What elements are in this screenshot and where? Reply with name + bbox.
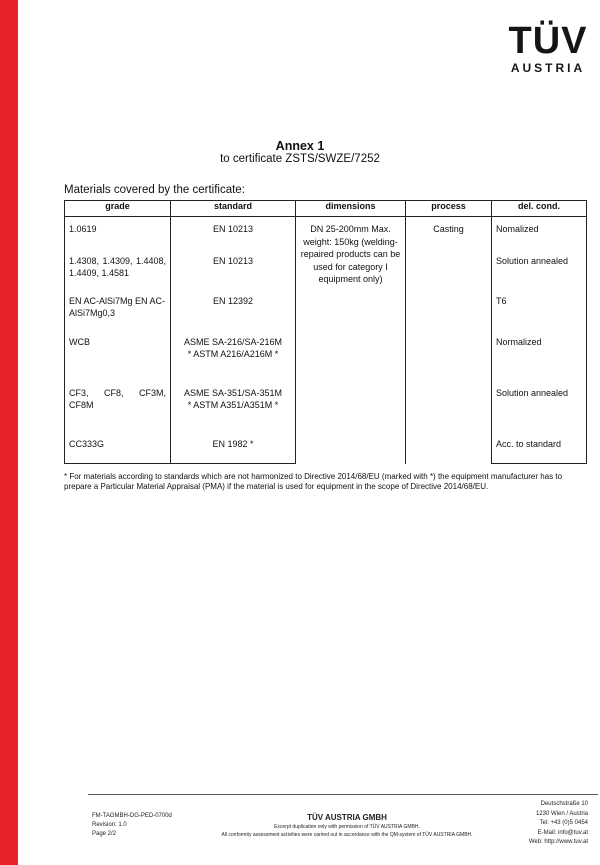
footer-divider [88,794,598,795]
logo-sub-text: AUSTRIA [510,61,586,75]
col-header-grade: grade [65,201,171,217]
footer-notice-1: Excerpt duplication only with permission of TÜV AUSTRIA GMBH. [274,824,420,830]
cell-del-cond: T6 [492,295,587,336]
cell-grade: CC333G [65,438,171,464]
cell-standard: EN 12392 [171,295,296,336]
footer-company-block [196,812,498,839]
cell-grade: 1.0619 [65,217,171,255]
cell-process: Casting [406,217,492,464]
cell-standard: ASME SA-351/SA-351M * ASTM A351/A351M * [171,387,296,438]
footer-doc-id: FM-TAGMBH-DG-PED-0700d [92,813,172,819]
annex-title: Annex 1 [275,139,325,153]
cell-del-cond: Solution annealed [492,255,587,295]
col-header-dimensions: dimensions [296,201,406,217]
cell-del-cond: Nomalized [492,217,587,255]
footer-address-block [529,800,588,848]
table-row [65,217,587,255]
cell-grade: EN AC-AlSi7Mg EN AC-AlSi7Mg0,3 [65,295,171,336]
footer-page: Page 2/2 [92,831,117,837]
cell-del-cond: Acc. to standard [492,438,587,464]
annex-subtitle: to certificate ZSTS/SWZE/7252 [220,153,380,165]
materials-heading: Materials covered by the certificate: [64,184,245,196]
footer-company: TÜV AUSTRIA GMBH [307,813,387,822]
cell-grade: WCB [65,336,171,387]
footer-web: Web: http://www.tuv.at [528,839,588,845]
footer-notice-2: All conformity assessment activities were carried out in accordance with the QM-system of TÜV AUSTRIA GMBH. [221,832,473,838]
cell-grade: CF3, CF8, CF3M, CF8M [65,387,171,438]
red-side-bar [0,0,18,865]
col-header-standard: standard [171,201,296,217]
cell-del-cond: Solution annealed [492,387,587,438]
cell-grade: 1.4308, 1.4309, 1.4408, 1.4409, 1.4581 [65,255,171,295]
cell-standard: ASME SA-216/SA-216M * ASTM A216/A216M * [171,336,296,387]
footnote: * For materials according to standards which are not harmonized to Directive 2014/68/EU (marked with *) the equipment manufacturer has to prepare a Particular Material Appraisal (PMA) if the material is used for equipment in the scope of Directive 2014/68/EU. [64,472,563,491]
materials-table [64,200,587,464]
col-header-process: process [406,201,492,217]
cell-standard: EN 1982 * [171,438,296,464]
cell-standard: EN 10213 [171,217,296,255]
cell-dimensions: DN 25-200mm Max. weight: 150kg (welding-repaired products can be used for category I equipment only) [296,217,406,464]
footer-city: 1230 Wien / Austria [535,810,588,817]
col-header-del-cond: del. cond. [492,201,587,217]
tuv-austria-logo [505,22,591,76]
table-header-row [65,201,587,217]
footer-doc-info [92,812,172,839]
footer-tel: Tel: +43 (0)5 0454 [539,820,588,826]
footer-email: E-Mail: info@tuv.at [537,829,588,836]
logo-main-text: TÜV [508,20,588,62]
footer-revision: Revision: 1.0 [92,822,127,828]
cell-standard: EN 10213 [171,255,296,295]
cell-del-cond: Normalized [492,336,587,387]
footer-street: Deutschstraße 10 [540,801,588,807]
